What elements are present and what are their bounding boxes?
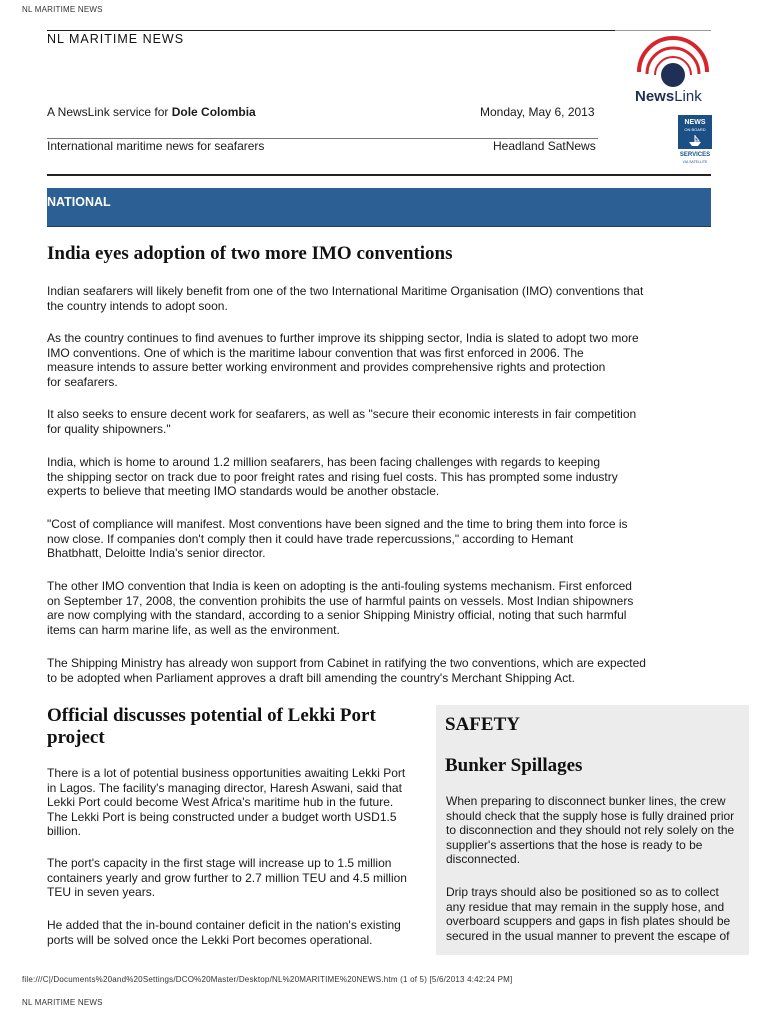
text-line: for seafarers. bbox=[47, 374, 118, 389]
text-line: to disconnection and they should not rely solely on the bbox=[446, 823, 735, 838]
a2-paragraph bbox=[47, 766, 405, 839]
text-line: measure intends to assure better working environment and provides comprehensive rights and protection bbox=[47, 360, 606, 375]
a2-paragraph bbox=[47, 918, 401, 947]
text-line: the country intends to adopt soon. bbox=[47, 298, 228, 313]
footer-file-path: file:///C|/Documents%20and%20Settings/DCO%20Master/Desktop/NL%20MARITIME%20NEWS.htm (1 of 5) [5/6/2013 4:42:24 PM] bbox=[22, 975, 513, 984]
text-line: The Shipping Ministry has already won support from Cabinet in ratifying the two conventions, which are expected bbox=[47, 656, 646, 670]
text-line: There is a lot of potential business opportunities awaiting Lekki Port bbox=[47, 766, 406, 780]
section-bar-national bbox=[47, 188, 711, 227]
text-line: The Lekki Port is being constructed under a budget worth USD1.5 bbox=[47, 809, 397, 824]
badge-bottom-sub-text: VIA SATELLITE bbox=[682, 160, 708, 164]
text-line: the shipping sector on track due to poor freight rates and rising fuel costs. This has prompted some industry bbox=[47, 469, 618, 484]
newslink-wordmark bbox=[635, 88, 702, 105]
text-line: in Lagos. The facility's managing director, Haresh Aswani, said that bbox=[47, 780, 402, 795]
text-line: experts to believe that meeting IMO standards would be another obstacle. bbox=[47, 484, 440, 499]
text-line: on September 17, 2008, the convention prohibits the use of harmful paints on vessels. Most Indian shipowners bbox=[47, 593, 634, 608]
badge-top-text: NEWS bbox=[684, 119, 706, 126]
newslink-wordmark-link: Link bbox=[674, 88, 702, 105]
text-line: for quality shipowners." bbox=[47, 421, 171, 436]
article2-title-line1: Official discusses potential of Lekki Port bbox=[47, 705, 376, 726]
service-line bbox=[47, 105, 256, 120]
text-line: supplier's assertions that the hose is ready to be bbox=[446, 837, 703, 852]
badge-box bbox=[678, 115, 712, 149]
sb-paragraph bbox=[446, 794, 734, 867]
a1-paragraph bbox=[47, 284, 643, 313]
news-on-board-badge bbox=[678, 115, 712, 167]
text-line: to be adopted when Parliament approves a draft bill amending the country's Merchant Shipping Act. bbox=[47, 670, 575, 685]
article2-title-line2: project bbox=[47, 727, 105, 748]
masthead-date: Monday, May 6, 2013 bbox=[480, 105, 595, 119]
text-line: any residue that may remain in the supply hose, and bbox=[446, 899, 725, 914]
article1-title: India eyes adoption of two more IMO conventions bbox=[47, 243, 453, 264]
text-line: ports will be solved once the Lekki Port becomes operational. bbox=[47, 932, 373, 947]
ship-icon bbox=[687, 133, 703, 147]
sidebar-title: Bunker Spillages bbox=[445, 755, 583, 776]
a1-paragraph bbox=[47, 407, 636, 436]
masthead-provider: Headland SatNews bbox=[493, 139, 596, 153]
text-line: The other IMO convention that India is keen on adopting is the anti-fouling systems mechanism. First enforced bbox=[47, 579, 632, 593]
a1-paragraph bbox=[47, 517, 628, 561]
text-line: Drip trays should also be positioned so as to collect bbox=[446, 885, 719, 899]
article2-title bbox=[47, 705, 376, 749]
page-footer-text: NL MARITIME NEWS bbox=[22, 998, 103, 1007]
masthead-bottom-rule bbox=[47, 174, 711, 176]
text-line: It also seeks to ensure decent work for seafarers, as well as "secure their economic interests in fair competition bbox=[47, 407, 637, 421]
text-line: billion. bbox=[47, 824, 82, 839]
text-line: Indian seafarers will likely benefit from one of the two International Maritime Organisation (IMO) conventions that bbox=[47, 284, 644, 298]
a2-paragraph bbox=[47, 856, 407, 900]
sidebar-section: SAFETY bbox=[445, 714, 520, 735]
a1-paragraph bbox=[47, 656, 646, 685]
newslink-logo bbox=[630, 28, 715, 108]
text-line: The port's capacity in the first stage will increase up to 1.5 million bbox=[47, 856, 392, 870]
text-line: are now complying with the standard, according to a senior Shipping Ministry official, noting that such harmful bbox=[47, 608, 627, 623]
text-line: items can harm marine life, as well as the environment. bbox=[47, 622, 340, 637]
safety-sidebar bbox=[436, 705, 749, 955]
masthead-top-rule bbox=[47, 30, 615, 31]
text-line: now close. If companies don't comply then it could have trade repercussions," according to Hemant bbox=[47, 531, 574, 546]
badge-bottom-text: SERVICES bbox=[679, 152, 711, 158]
a1-paragraph bbox=[47, 331, 639, 389]
badge-sub-text: ON BOARD bbox=[684, 127, 706, 132]
text-line: secured in the usual manner to prevent the escape of bbox=[446, 928, 730, 943]
text-line: He added that the in-bound container deficit in the nation's existing bbox=[47, 918, 401, 932]
page-header-text: NL MARITIME NEWS bbox=[22, 5, 103, 14]
text-line: When preparing to disconnect bunker lines, the crew bbox=[446, 794, 726, 808]
text-line: India, which is home to around 1.2 million seafarers, has been facing challenges with regards to keeping bbox=[47, 455, 600, 469]
sb-paragraph bbox=[446, 885, 730, 943]
section-label: NATIONAL bbox=[47, 195, 111, 209]
text-line: TEU in seven years. bbox=[47, 885, 156, 900]
text-line: IMO conventions. One of which is the maritime labour convention that was first enforced in 2006. The bbox=[47, 345, 584, 360]
text-line: Bhatbhatt, Deloitte India's senior director. bbox=[47, 546, 266, 561]
text-line: overboard scuppers and gaps in fish plates should be bbox=[446, 914, 731, 929]
a1-paragraph bbox=[47, 455, 618, 499]
a1-paragraph bbox=[47, 579, 633, 637]
masthead-brand: NL MARITIME NEWS bbox=[47, 32, 185, 46]
text-line: Lekki Port could become West Africa's maritime hub in the future. bbox=[47, 795, 394, 810]
text-line: "Cost of compliance will manifest. Most conventions have been signed and the time to bring them into force is bbox=[47, 517, 628, 531]
text-line: As the country continues to find avenues to further improve its shipping sector, India is slated to adopt two more bbox=[47, 331, 639, 345]
text-line: containers yearly and grow further to 2.7 million TEU and 4.5 million bbox=[47, 870, 407, 885]
service-prefix: A NewsLink service for bbox=[47, 105, 172, 119]
text-line: disconnected. bbox=[446, 852, 521, 867]
masthead-tagline: International maritime news for seafarers bbox=[47, 139, 265, 153]
newslink-wordmark-news: News bbox=[635, 88, 675, 105]
client-name: Dole Colombia bbox=[171, 105, 256, 119]
text-line: should check that the supply hose is fully drained prior bbox=[446, 808, 735, 823]
